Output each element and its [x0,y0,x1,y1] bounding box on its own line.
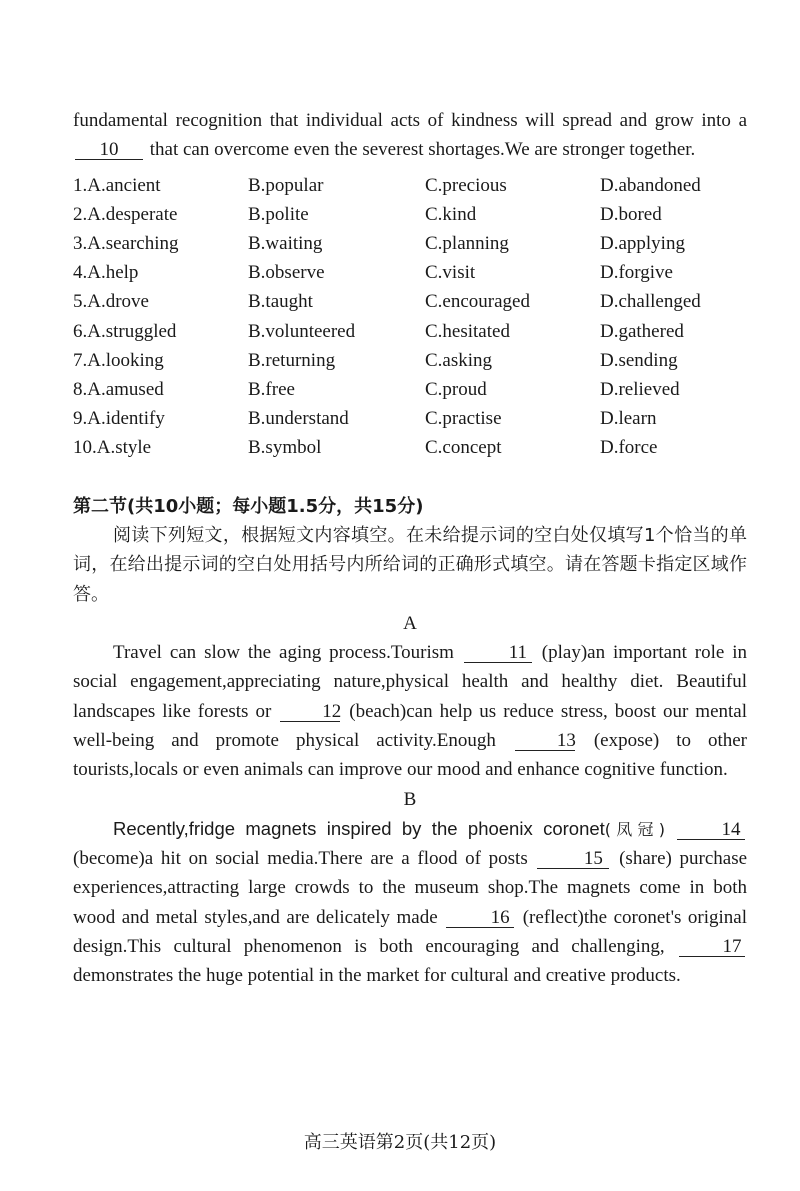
blank-13: 13 [515,731,575,751]
option-d: D.learn [600,408,657,430]
option-row [73,200,747,229]
passage-text: (beach)can help us reduce stress, boost our mental well-being and promote physical activity.Enough [73,700,747,752]
option-a: 1.A.ancient [73,174,161,196]
passage-text: (reflect)the coronet's original design.This cultural phenomenon is both encouraging and challenging, [73,906,748,957]
passage-text: (share) purchase experiences,attracting large crowds to the museum shop.The magnets come in both wood and metal styles,and are delicately made [73,847,748,928]
passage-note: (凤冠) [604,819,665,839]
option-c: C.kind [425,203,477,225]
cloze-options-table [73,171,747,463]
blank-11: 11 [464,643,532,663]
option-d: D.applying [600,233,685,254]
option-row [73,317,747,346]
option-a: 8.A.amused [73,379,164,401]
option-b: B.volunteered [248,320,356,342]
blank-12: 12 [280,702,340,722]
option-row [73,433,747,462]
option-c: C.hesitated [425,320,510,342]
option-d: D.sending [600,349,678,371]
option-b: B.returning [248,349,336,371]
section-heading: 第二节(共10小题；每小题1.5分，共15分) [73,495,424,517]
option-c: C.proud [425,379,487,401]
option-a: 2.A.desperate [73,203,178,225]
option-b: B.popular [248,174,324,196]
passage-text: (expose) to other tourists,locals or even animals can improve our mood and enhance cognitive function. [73,730,748,781]
option-a: 3.A.searching [73,233,179,254]
option-b: B.symbol [248,437,322,459]
page-body [73,106,747,990]
passage-text: Travel can slow the aging process.Tourism [113,642,454,664]
option-a: 5.A.drove [73,291,149,313]
option-b: B.understand [248,408,349,430]
option-d: D.abandoned [600,174,701,196]
option-c: C.visit [425,262,476,284]
option-c: C.precious [425,174,507,196]
option-c: C.practise [425,408,502,430]
passage-b [73,814,747,991]
option-row [73,375,747,404]
option-row [73,229,747,258]
cloze-ending-paragraph [73,106,747,165]
option-a: 10.A.style [73,437,152,459]
cloze-text: a [738,110,747,131]
option-d: D.challenged [600,291,701,313]
option-row [73,171,747,200]
page-footer: 高三英语第2页(共12页) [303,1132,497,1153]
blank-10: 10 [75,140,143,160]
option-d: D.bored [600,203,662,225]
option-c: C.asking [425,349,493,371]
option-row [73,258,747,287]
option-row [73,404,747,433]
section-instructions: 阅读下列短文，根据短文内容填空。在未给提示词的空白处仅填写1个恰当的单词，在给出提示词的空白处用括号内所给词的正确形式填空。请在答题卡指定区域作答。 [73,524,747,605]
passage-text: (become)a hit on social media.There are a flood of posts [73,847,528,869]
cloze-line: fundamental recognition that individual acts of kindness will spread and grow into [73,110,731,131]
option-a: 6.A.struggled [73,320,177,342]
option-d: D.force [600,437,658,459]
option-b: B.observe [248,262,325,284]
passage-text: demonstrates the huge potential in the market for cultural and creative products. [73,965,681,987]
blank-14: 14 [677,820,745,840]
option-b: B.free [248,379,295,401]
option-c: C.encouraged [425,291,530,313]
option-b: B.taught [248,291,313,313]
option-row [73,287,747,316]
option-b: B.polite [248,203,309,225]
passage-text: Recently,fridge magnets inspired by the phoenix coronet [113,817,605,839]
passage-b-label: B [403,788,417,810]
option-d: D.forgive [600,262,673,284]
passage-a [73,638,747,784]
option-row [73,346,747,375]
passage-a-label: A [403,613,417,635]
option-c: C.concept [425,437,502,459]
option-d: D.relieved [600,379,680,401]
passage-text: (play)an important role in social engagement,appreciating nature,physical health and healthy diet. Beautiful landscapes like forests or [73,642,748,722]
option-b: B.waiting [248,233,323,254]
option-a: 4.A.help [73,262,139,284]
option-a: 7.A.looking [73,349,164,371]
blank-16: 16 [446,908,514,928]
blank-17: 17 [679,937,745,957]
cloze-text: that can overcome even the severest shortages.We are stronger together. [149,139,696,161]
option-c: C.planning [425,233,509,254]
blank-15: 15 [537,849,609,869]
option-d: D.gathered [600,320,684,342]
option-a: 9.A.identify [73,408,165,430]
